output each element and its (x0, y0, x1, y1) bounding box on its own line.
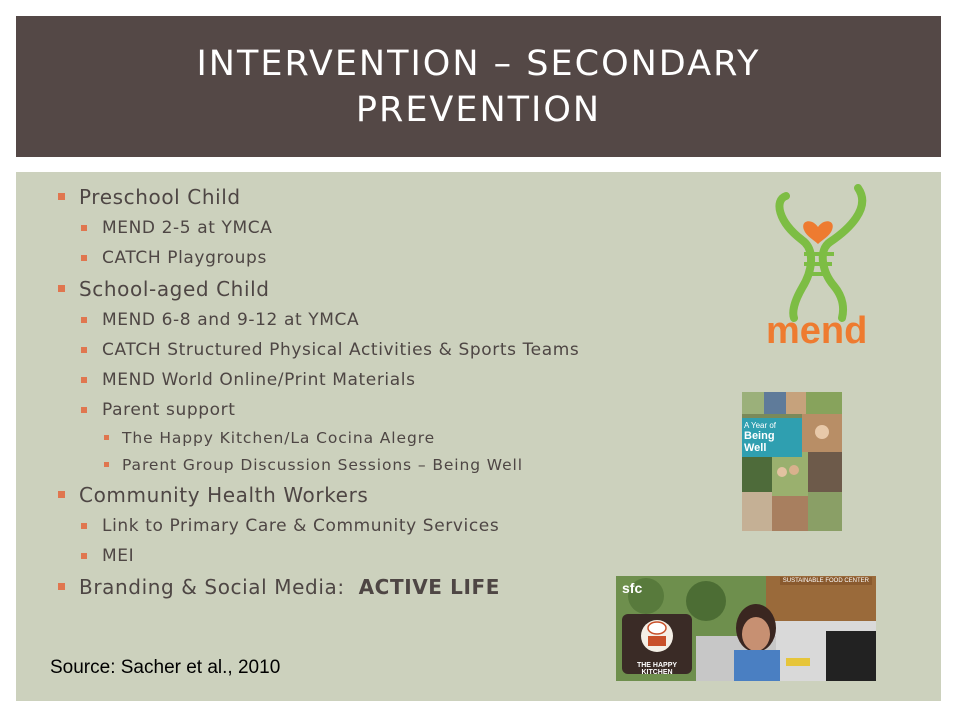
book-title-line1: A Year of (744, 421, 777, 430)
bullet-school-aged-child (56, 278, 716, 475)
being-well-book-cover (742, 392, 842, 531)
photo-collage-icon (742, 392, 842, 531)
book-title (742, 418, 802, 457)
sub-bullet (79, 546, 716, 567)
title-bar (16, 16, 941, 157)
bullet-square-icon (58, 285, 65, 292)
bullet-preschool-child (56, 186, 716, 269)
bullet-square-icon (58, 491, 65, 498)
sub-bullet (79, 310, 716, 331)
source-citation: Source: Sacher et al., 2010 (50, 657, 281, 678)
sub-list (79, 218, 716, 269)
sub-sub-list (102, 429, 716, 475)
bullet-square-icon (81, 225, 87, 231)
sub-list (79, 310, 716, 475)
bullet-square-icon (104, 435, 109, 440)
bullet-community-health-workers (56, 484, 716, 567)
sub-sub-bullet (102, 456, 716, 475)
sub-bullet-label: MEND 6-8 and 9-12 at YMCA (102, 310, 360, 330)
bullet-label-bold: ACTIVE LIFE (358, 575, 501, 599)
bullet-square-icon (104, 462, 109, 467)
bullet-square-icon (81, 553, 87, 559)
sub-bullet-parent-support (79, 400, 716, 475)
sfc-logo: sfc (622, 580, 643, 596)
bullet-square-icon (81, 523, 87, 529)
bullet-square-icon (81, 347, 87, 353)
sub-bullet-label: Parent support (102, 400, 236, 420)
slide-title: INTERVENTION – SECONDARY PREVENTION (196, 43, 761, 130)
sub-sub-bullet-label: Parent Group Discussion Sessions – Being Well (122, 456, 523, 474)
sub-bullet (79, 218, 716, 239)
bullet-square-icon (81, 317, 87, 323)
bullet-square-icon (81, 255, 87, 261)
sub-bullet (79, 516, 716, 537)
sub-bullet (79, 340, 716, 361)
sustainable-food-center-banner: SUSTAINABLE FOOD CENTER (780, 577, 872, 585)
bullet-list (56, 186, 716, 606)
bullet-square-icon (81, 377, 87, 383)
mend-logo-icon (764, 180, 874, 348)
sub-list (79, 516, 716, 567)
bullet-label: School-aged Child (79, 277, 270, 301)
mend-logo-text: mend (766, 310, 868, 348)
sub-sub-bullet-label: The Happy Kitchen/La Cocina Alegre (122, 429, 436, 447)
sub-bullet-label: CATCH Structured Physical Activities & Sports Teams (102, 340, 580, 360)
sub-bullet-label: Link to Primary Care & Community Services (102, 516, 500, 536)
happy-kitchen-photo (616, 576, 876, 681)
bullet-label: Preschool Child (79, 185, 241, 209)
bullet-square-icon (81, 407, 87, 413)
sub-bullet (79, 248, 716, 269)
bullet-label: Branding & Social Media: (79, 575, 359, 599)
sub-bullet (79, 370, 716, 391)
bullet-label: Community Health Workers (79, 483, 369, 507)
sub-bullet-label: MEND 2-5 at YMCA (102, 218, 273, 238)
book-title-line2: Being Well (744, 430, 775, 454)
sub-bullet-label: MEI (102, 546, 135, 566)
bullet-square-icon (58, 583, 65, 590)
sub-sub-bullet (102, 429, 716, 448)
sub-bullet-label: CATCH Playgroups (102, 248, 267, 268)
bullet-square-icon (58, 193, 65, 200)
sub-bullet-label: MEND World Online/Print Materials (102, 370, 416, 390)
happy-kitchen-badge-text: THE HAPPY KITCHEN (636, 662, 678, 676)
